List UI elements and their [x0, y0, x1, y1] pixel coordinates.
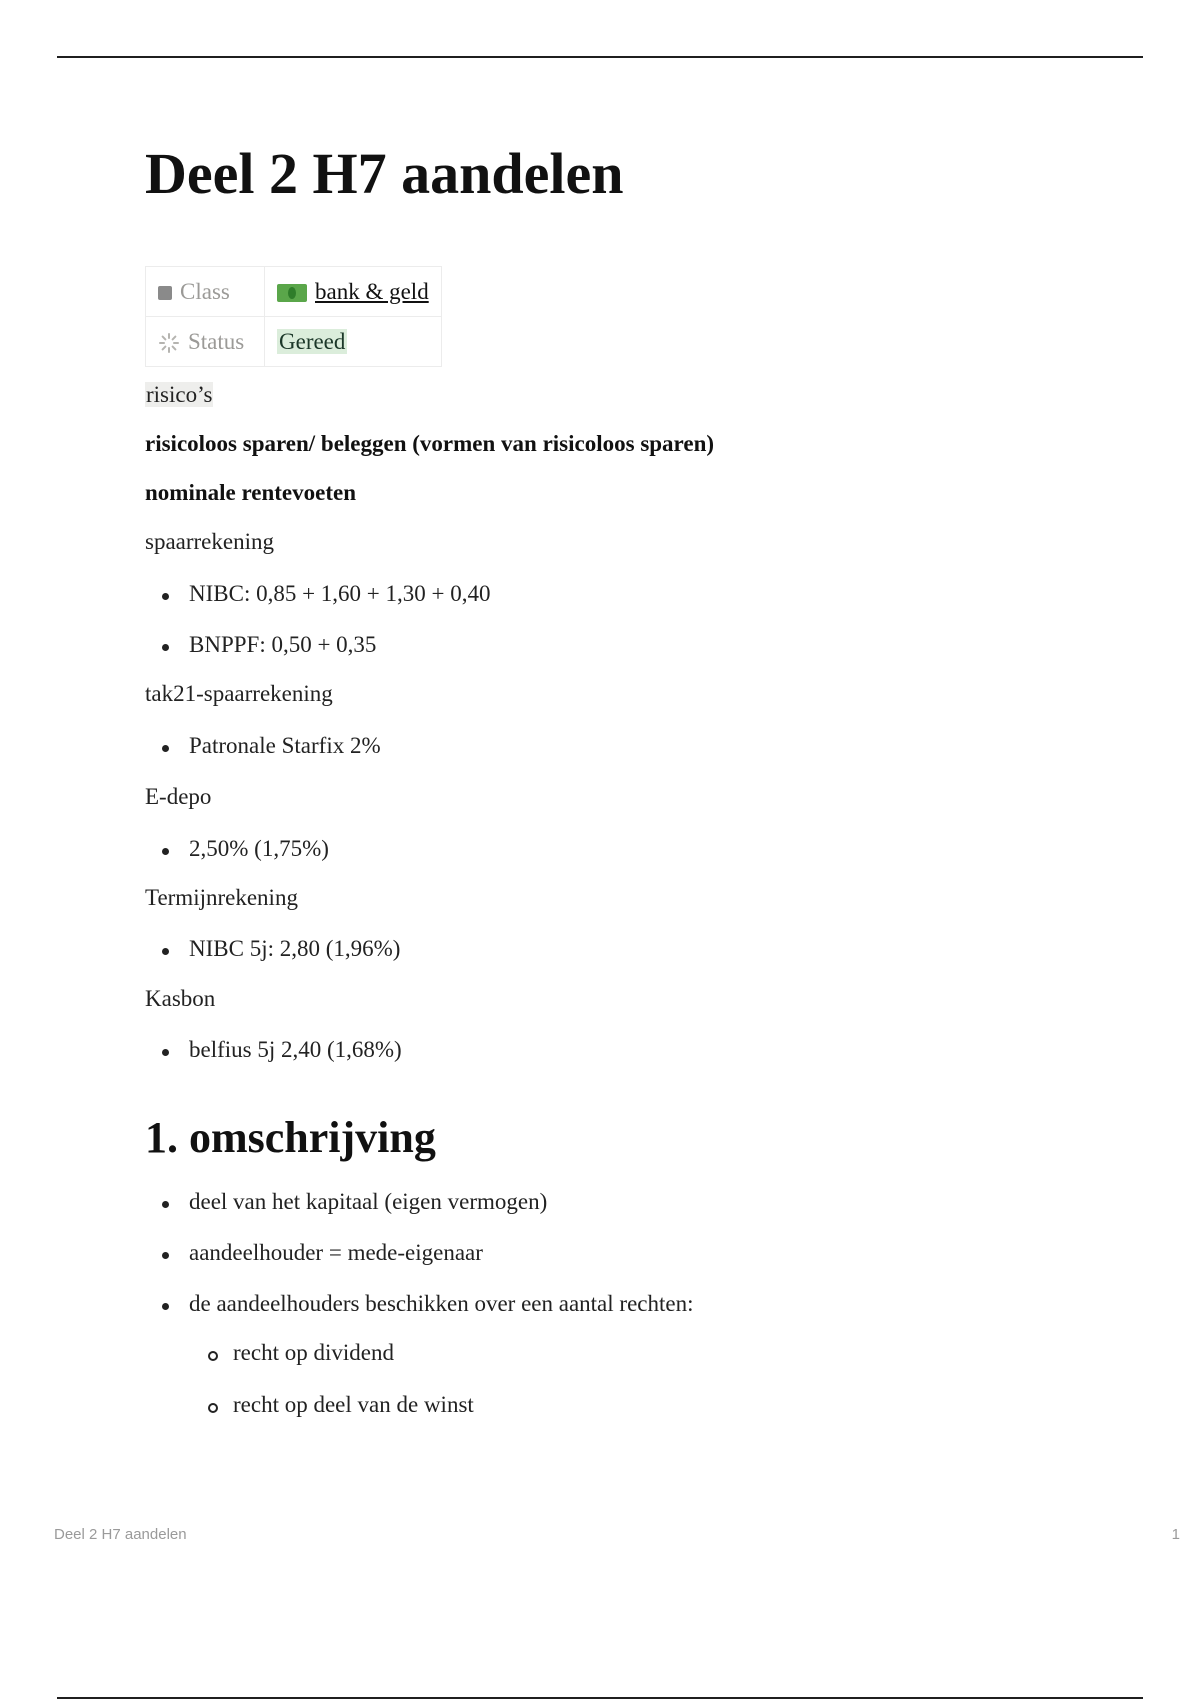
bottom-rule — [57, 1697, 1143, 1699]
section-label-termijnrekening: Termijnrekening — [145, 885, 298, 910]
list-item: 2,50% (1,75%) — [189, 836, 329, 861]
top-rule — [57, 56, 1143, 58]
heading-omschrijving: 1. omschrijving — [145, 1113, 436, 1162]
sub-list-item: recht op deel van de winst — [233, 1392, 474, 1417]
risk-tag-label: risico’s — [146, 382, 213, 407]
property-value-status[interactable] — [265, 317, 442, 367]
list-item: NIBC: 0,85 + 1,60 + 1,30 + 0,40 — [189, 581, 491, 606]
page-title: Deel 2 H7 aandelen — [145, 141, 624, 206]
database-icon — [158, 286, 172, 300]
section-label-tak21: tak21-spaarrekening — [145, 681, 333, 706]
property-row-class — [146, 267, 442, 317]
money-icon — [277, 284, 307, 302]
section-label-spaarrekening: spaarrekening — [145, 529, 274, 554]
section-label-kasbon: Kasbon — [145, 986, 216, 1011]
section-heading-risicoloos: risicoloos sparen/ beleggen (vormen van risicoloos sparen) — [145, 431, 715, 456]
property-value-class[interactable] — [265, 267, 442, 317]
risk-tag — [145, 382, 213, 408]
status-badge[interactable]: Gereed — [279, 328, 346, 354]
footer-title: Deel 2 H7 aandelen — [54, 1526, 187, 1543]
property-key-status — [146, 317, 265, 367]
list-item: Patronale Starfix 2% — [189, 733, 381, 758]
class-link[interactable]: bank & geld — [315, 278, 429, 304]
properties-table — [145, 266, 442, 367]
property-key-label: Status — [188, 328, 245, 354]
list-item: BNPPF: 0,50 + 0,35 — [189, 632, 377, 657]
list-item: de aandeelhouders beschikken over een aantal rechten: — [189, 1291, 694, 1316]
property-key-label: Class — [180, 278, 230, 304]
sub-list-item: recht op dividend — [233, 1340, 394, 1365]
page-number: 1 — [1171, 1526, 1180, 1543]
property-row-status — [146, 317, 442, 367]
property-key-class — [146, 267, 265, 317]
list-item: belfius 5j 2,40 (1,68%) — [189, 1037, 402, 1062]
section-label-edepo: E-depo — [145, 784, 212, 809]
list-item: aandeelhouder = mede-eigenaar — [189, 1240, 483, 1265]
list-item: NIBC 5j: 2,80 (1,96%) — [189, 936, 401, 961]
list-item: deel van het kapitaal (eigen vermogen) — [189, 1189, 548, 1214]
status-spinner-icon — [158, 332, 180, 354]
section-heading-rentevoeten: nominale rentevoeten — [145, 480, 357, 505]
